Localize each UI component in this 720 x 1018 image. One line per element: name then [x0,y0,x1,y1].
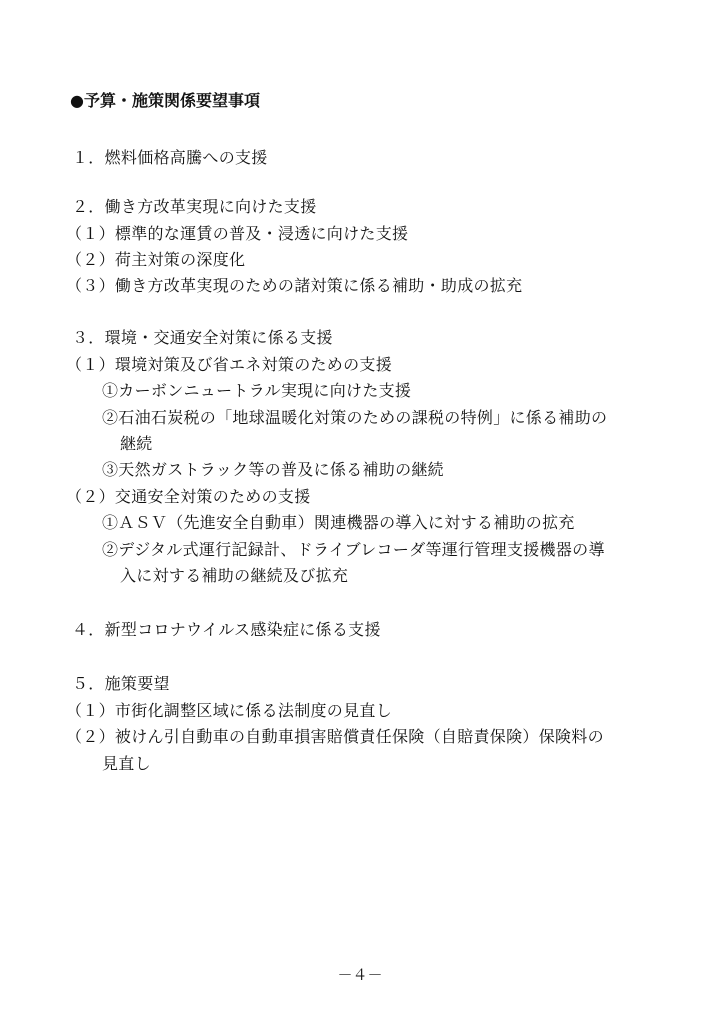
section-3-title: ３．環境・交通安全対策に係る支援 [72,328,333,347]
section-3-1-item: ③天然ガストラック等の普及に係る補助の継続 [102,460,444,479]
section-3-2-item-continuation: 入に対する補助の継続及び拡充 [120,566,349,585]
document-heading: ●予算・施策関係要望事項 [70,91,260,110]
section-3-subsection-1-title: （１）環境対策及び省エネ対策のための支援 [66,355,393,374]
page-number: －４－ [337,966,383,984]
section-5-title: ５．施策要望 [72,674,170,693]
section-3-1-item: ①カーボンニュートラル実現に向けた支援 [102,381,412,400]
section-2-title: ２．働き方改革実現に向けた支援 [72,197,317,216]
section-2-item: （３）働き方改革実現のための諸対策に係る補助・助成の拡充 [66,276,523,295]
section-5-item: （１）市街化調整区域に係る法制度の見直し [66,701,393,720]
section-3-1-item-continuation: 継続 [120,434,153,453]
section-2-item: （２）荷主対策の深度化 [66,250,246,269]
section-2-item: （１）標準的な運賃の普及・浸透に向けた支援 [66,224,409,243]
section-1-title: １．燃料価格高騰への支援 [72,148,268,167]
section-3-2-item: ①ＡＳＶ（先進安全自動車）関連機器の導入に対する補助の拡充 [102,513,575,532]
section-3-1-item: ②石油石炭税の「地球温暖化対策のための課税の特例」に係る補助の [102,408,608,427]
section-3-2-item: ②デジタル式運行記録計、ドライブレコーダ等運行管理支援機器の導 [102,540,605,559]
section-5-item-continuation: 見直し [102,754,151,773]
section-5-item: （２）被けん引自動車の自動車損害賠償責任保険（自賠責保険）保険料の [66,727,604,746]
section-3-subsection-2-title: （２）交通安全対策のための支援 [66,487,311,506]
section-4-title: ４．新型コロナウイルス感染症に係る支援 [72,620,381,639]
